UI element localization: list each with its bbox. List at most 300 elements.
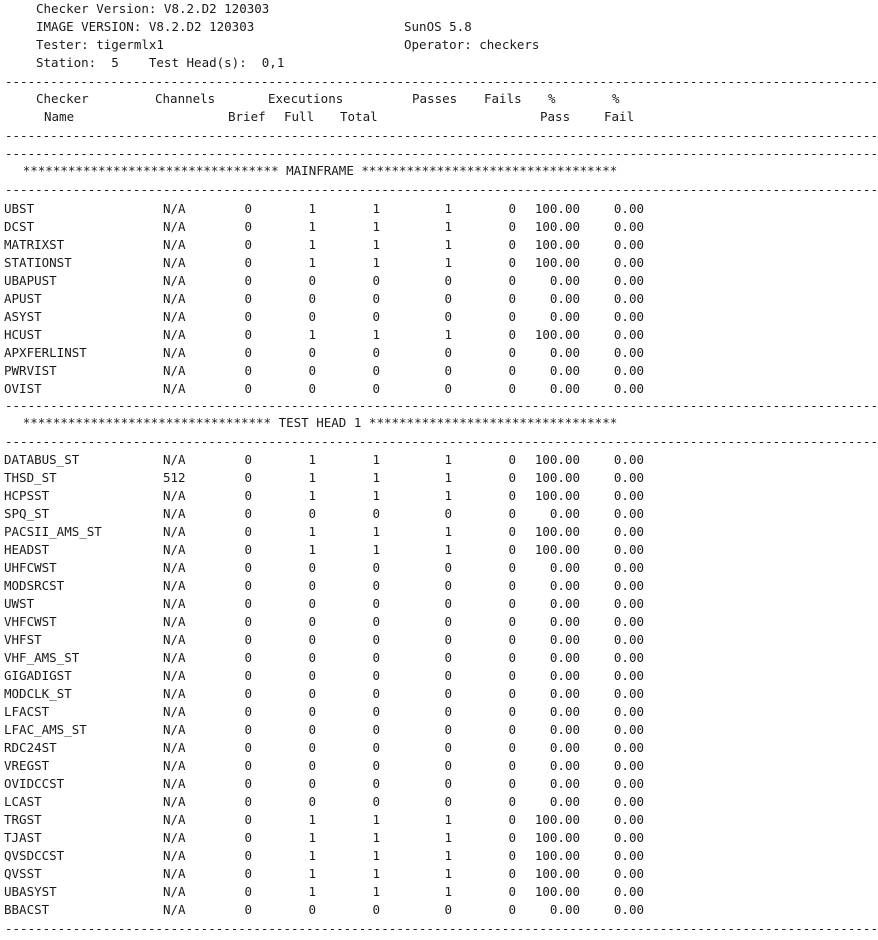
cell-fails: 0 — [508, 722, 516, 737]
table-row — [0, 559, 659, 577]
cell-channels: N/A — [163, 614, 186, 629]
cell-channels: N/A — [163, 866, 186, 881]
cell-channels: N/A — [163, 327, 186, 342]
cell-total: 1 — [372, 830, 380, 845]
cell-name: UHFCWST — [4, 560, 57, 575]
cell-total: 0 — [372, 632, 380, 647]
cell-fail-pct: 0.00 — [613, 578, 644, 593]
cell-fail-pct: 0.00 — [613, 524, 644, 539]
cell-name: VHF_AMS_ST — [4, 650, 80, 665]
cell-passes: 1 — [444, 488, 452, 503]
cell-fails: 0 — [508, 381, 516, 396]
table-row — [0, 505, 659, 523]
col-fails: Fails — [484, 91, 522, 106]
cell-full: 0 — [308, 668, 316, 683]
cell-name: PWRVIST — [4, 363, 57, 378]
cell-channels: N/A — [163, 506, 186, 521]
cell-full: 1 — [308, 255, 316, 270]
cell-passes: 0 — [444, 614, 452, 629]
col-passes: Passes — [412, 91, 458, 106]
cell-brief: 0 — [244, 560, 252, 575]
cell-fails: 0 — [508, 866, 516, 881]
cell-fails: 0 — [508, 758, 516, 773]
cell-full: 1 — [308, 884, 316, 899]
cell-brief: 0 — [244, 470, 252, 485]
cell-fail-pct: 0.00 — [613, 381, 644, 396]
cell-full: 0 — [308, 776, 316, 791]
image-version: IMAGE VERSION: V8.2.D2 120303 — [36, 19, 255, 34]
col-brief: Brief — [228, 109, 266, 124]
cell-name: STATIONST — [4, 255, 72, 270]
cell-channels: N/A — [163, 902, 186, 917]
cell-full: 1 — [308, 542, 316, 557]
cell-name: HCPSST — [4, 488, 50, 503]
cell-channels: N/A — [163, 345, 186, 360]
cell-pass-pct: 0.00 — [549, 686, 580, 701]
cell-fail-pct: 0.00 — [613, 866, 644, 881]
cell-brief: 0 — [244, 632, 252, 647]
cell-fail-pct: 0.00 — [613, 273, 644, 288]
table-row — [0, 811, 659, 829]
cell-pass-pct: 0.00 — [549, 309, 580, 324]
cell-total: 0 — [372, 740, 380, 755]
cell-pass-pct: 0.00 — [549, 506, 580, 521]
cell-passes: 0 — [444, 686, 452, 701]
cell-brief: 0 — [244, 327, 252, 342]
cell-passes: 0 — [444, 632, 452, 647]
header-line-2 — [0, 18, 659, 36]
cell-name: DCST — [4, 219, 35, 234]
cell-passes: 0 — [444, 650, 452, 665]
tester: Tester: tigermlx1 — [36, 37, 164, 52]
table-row — [0, 577, 659, 595]
cell-total: 1 — [372, 452, 380, 467]
cell-passes: 0 — [444, 273, 452, 288]
cell-fails: 0 — [508, 848, 516, 863]
cell-name: MATRIXST — [4, 237, 65, 252]
cell-fails: 0 — [508, 488, 516, 503]
cell-pass-pct: 100.00 — [534, 470, 580, 485]
cell-fail-pct: 0.00 — [613, 650, 644, 665]
col-pct-pass-symbol: % — [548, 91, 556, 106]
cell-name: QVSST — [4, 866, 42, 881]
cell-total: 0 — [372, 758, 380, 773]
cell-full: 0 — [308, 345, 316, 360]
cell-fail-pct: 0.00 — [613, 740, 644, 755]
cell-brief: 0 — [244, 686, 252, 701]
cell-passes: 1 — [444, 812, 452, 827]
cell-name: UBAPUST — [4, 273, 57, 288]
cell-pass-pct: 100.00 — [534, 524, 580, 539]
cell-channels: N/A — [163, 309, 186, 324]
cell-full: 1 — [308, 812, 316, 827]
table-row — [0, 883, 659, 901]
cell-full: 1 — [308, 452, 316, 467]
cell-channels: N/A — [163, 273, 186, 288]
header-line-1 — [0, 0, 659, 18]
cell-fail-pct: 0.00 — [613, 902, 644, 917]
cell-full: 0 — [308, 614, 316, 629]
cell-brief: 0 — [244, 506, 252, 521]
station-test-heads: Station: 5 Test Head(s): 0,1 — [36, 55, 285, 70]
cell-pass-pct: 0.00 — [549, 902, 580, 917]
cell-channels: N/A — [163, 722, 186, 737]
cell-channels: N/A — [163, 848, 186, 863]
cell-fails: 0 — [508, 291, 516, 306]
cell-full: 0 — [308, 506, 316, 521]
cell-brief: 0 — [244, 524, 252, 539]
cell-fails: 0 — [508, 309, 516, 324]
col-channels: Channels — [155, 91, 216, 106]
cell-fail-pct: 0.00 — [613, 542, 644, 557]
cell-full: 0 — [308, 363, 316, 378]
cell-fail-pct: 0.00 — [613, 632, 644, 647]
cell-total: 0 — [372, 686, 380, 701]
cell-channels: N/A — [163, 596, 186, 611]
cell-brief: 0 — [244, 740, 252, 755]
rule-divider: -------------------------------------------------------------------------------------------------------------------- — [5, 434, 878, 449]
cell-pass-pct: 0.00 — [549, 596, 580, 611]
cell-channels: N/A — [163, 201, 186, 216]
cell-brief: 0 — [244, 542, 252, 557]
cell-full: 0 — [308, 704, 316, 719]
cell-fail-pct: 0.00 — [613, 506, 644, 521]
table-row — [0, 829, 659, 847]
cell-brief: 0 — [244, 722, 252, 737]
cell-fails: 0 — [508, 776, 516, 791]
cell-passes: 0 — [444, 758, 452, 773]
table-row — [0, 865, 659, 883]
cell-pass-pct: 0.00 — [549, 614, 580, 629]
cell-fail-pct: 0.00 — [613, 309, 644, 324]
cell-passes: 0 — [444, 668, 452, 683]
cell-full: 1 — [308, 219, 316, 234]
cell-passes: 1 — [444, 866, 452, 881]
cell-passes: 0 — [444, 596, 452, 611]
cell-full: 1 — [308, 848, 316, 863]
cell-full: 0 — [308, 632, 316, 647]
cell-fails: 0 — [508, 560, 516, 575]
operator: Operator: checkers — [404, 37, 540, 52]
cell-channels: N/A — [163, 830, 186, 845]
cell-name: APUST — [4, 291, 42, 306]
table-row — [0, 236, 659, 254]
cell-passes: 0 — [444, 578, 452, 593]
section-title-test-head-1: ********************************* TEST HEAD 1 ********************************* — [22, 415, 618, 430]
cell-fail-pct: 0.00 — [613, 596, 644, 611]
table-row — [0, 649, 659, 667]
rule-divider: -------------------------------------------------------------------------------------------------------------------- — [5, 182, 878, 197]
cell-fail-pct: 0.00 — [613, 345, 644, 360]
cell-channels: N/A — [163, 237, 186, 252]
cell-passes: 0 — [444, 740, 452, 755]
cell-passes: 1 — [444, 524, 452, 539]
cell-pass-pct: 0.00 — [549, 704, 580, 719]
cell-full: 0 — [308, 560, 316, 575]
cell-total: 0 — [372, 596, 380, 611]
table-row — [0, 793, 659, 811]
cell-passes: 0 — [444, 309, 452, 324]
cell-name: SPQ_ST — [4, 506, 50, 521]
cell-fails: 0 — [508, 614, 516, 629]
cell-pass-pct: 100.00 — [534, 812, 580, 827]
cell-total: 1 — [372, 470, 380, 485]
table-row — [0, 901, 659, 919]
cell-passes: 0 — [444, 381, 452, 396]
table-row — [0, 721, 659, 739]
cell-channels: N/A — [163, 812, 186, 827]
cell-fail-pct: 0.00 — [613, 884, 644, 899]
table-row — [0, 541, 659, 559]
cell-fails: 0 — [508, 686, 516, 701]
cell-name: THSD_ST — [4, 470, 57, 485]
cell-fails: 0 — [508, 812, 516, 827]
cell-channels: N/A — [163, 758, 186, 773]
cell-fails: 0 — [508, 884, 516, 899]
cell-full: 0 — [308, 758, 316, 773]
cell-name: BBACST — [4, 902, 50, 917]
cell-pass-pct: 0.00 — [549, 273, 580, 288]
cell-pass-pct: 100.00 — [534, 542, 580, 557]
cell-passes: 0 — [444, 291, 452, 306]
table-row — [0, 775, 659, 793]
cell-passes: 1 — [444, 219, 452, 234]
cell-total: 0 — [372, 273, 380, 288]
cell-brief: 0 — [244, 668, 252, 683]
cell-fail-pct: 0.00 — [613, 291, 644, 306]
cell-fails: 0 — [508, 902, 516, 917]
cell-passes: 0 — [444, 363, 452, 378]
cell-full: 0 — [308, 381, 316, 396]
cell-fails: 0 — [508, 578, 516, 593]
cell-full: 1 — [308, 470, 316, 485]
cell-fails: 0 — [508, 632, 516, 647]
cell-full: 1 — [308, 830, 316, 845]
header-line-4 — [0, 54, 659, 72]
col-total: Total — [340, 109, 378, 124]
cell-full: 1 — [308, 327, 316, 342]
os-version: SunOS 5.8 — [404, 19, 472, 34]
cell-total: 1 — [372, 848, 380, 863]
cell-channels: N/A — [163, 686, 186, 701]
cell-passes: 1 — [444, 830, 452, 845]
cell-full: 0 — [308, 722, 316, 737]
cell-fails: 0 — [508, 650, 516, 665]
cell-pass-pct: 0.00 — [549, 291, 580, 306]
cell-total: 1 — [372, 812, 380, 827]
cell-pass-pct: 0.00 — [549, 794, 580, 809]
cell-name: RDC24ST — [4, 740, 57, 755]
cell-pass-pct: 100.00 — [534, 830, 580, 845]
cell-channels: N/A — [163, 542, 186, 557]
table-row — [0, 757, 659, 775]
cell-total: 1 — [372, 255, 380, 270]
cell-fail-pct: 0.00 — [613, 452, 644, 467]
cell-name: UWST — [4, 596, 35, 611]
cell-fail-pct: 0.00 — [613, 812, 644, 827]
rule-divider: -------------------------------------------------------------------------------------------------------------------- — [5, 398, 878, 413]
cell-brief: 0 — [244, 201, 252, 216]
cell-passes: 0 — [444, 345, 452, 360]
cell-fails: 0 — [508, 237, 516, 252]
cell-pass-pct: 100.00 — [534, 866, 580, 881]
cell-fails: 0 — [508, 363, 516, 378]
cell-channels: N/A — [163, 578, 186, 593]
cell-fail-pct: 0.00 — [613, 614, 644, 629]
cell-channels: N/A — [163, 632, 186, 647]
cell-total: 1 — [372, 201, 380, 216]
cell-name: DATABUS_ST — [4, 452, 80, 467]
section-title-mainframe: ********************************** MAINFRAME ********************************** — [22, 163, 618, 178]
cell-fail-pct: 0.00 — [613, 488, 644, 503]
table-row — [0, 344, 659, 362]
cell-name: OVIDCCST — [4, 776, 65, 791]
cell-channels: N/A — [163, 255, 186, 270]
cell-total: 0 — [372, 668, 380, 683]
table-row — [0, 451, 659, 469]
cell-name: MODCLK_ST — [4, 686, 72, 701]
cell-fail-pct: 0.00 — [613, 830, 644, 845]
rule-divider: -------------------------------------------------------------------------------------------------------------------- — [5, 146, 878, 161]
cell-brief: 0 — [244, 794, 252, 809]
cell-brief: 0 — [244, 255, 252, 270]
cell-fail-pct: 0.00 — [613, 722, 644, 737]
cell-brief: 0 — [244, 452, 252, 467]
col-name: Name — [44, 109, 75, 124]
cell-brief: 0 — [244, 866, 252, 881]
cell-full: 0 — [308, 596, 316, 611]
table-row — [0, 613, 659, 631]
cell-fail-pct: 0.00 — [613, 255, 644, 270]
cell-name: HCUST — [4, 327, 42, 342]
cell-brief: 0 — [244, 219, 252, 234]
cell-channels: 512 — [163, 470, 186, 485]
cell-fails: 0 — [508, 524, 516, 539]
cell-total: 1 — [372, 866, 380, 881]
cell-passes: 1 — [444, 542, 452, 557]
cell-fails: 0 — [508, 596, 516, 611]
cell-name: APXFERLINST — [4, 345, 87, 360]
table-row — [0, 703, 659, 721]
cell-fail-pct: 0.00 — [613, 470, 644, 485]
cell-pass-pct: 100.00 — [534, 327, 580, 342]
table-row — [0, 308, 659, 326]
checker-version: Checker Version: V8.2.D2 120303 — [36, 1, 270, 16]
cell-brief: 0 — [244, 848, 252, 863]
cell-name: UBASYST — [4, 884, 57, 899]
cell-fail-pct: 0.00 — [613, 560, 644, 575]
cell-name: QVSDCCST — [4, 848, 65, 863]
cell-fail-pct: 0.00 — [613, 848, 644, 863]
cell-pass-pct: 0.00 — [549, 363, 580, 378]
cell-fail-pct: 0.00 — [613, 363, 644, 378]
cell-channels: N/A — [163, 524, 186, 539]
cell-full: 1 — [308, 524, 316, 539]
col-executions: Executions — [268, 91, 344, 106]
cell-fail-pct: 0.00 — [613, 794, 644, 809]
cell-pass-pct: 100.00 — [534, 848, 580, 863]
cell-name: TJAST — [4, 830, 42, 845]
cell-brief: 0 — [244, 273, 252, 288]
cell-brief: 0 — [244, 363, 252, 378]
cell-pass-pct: 0.00 — [549, 650, 580, 665]
cell-brief: 0 — [244, 237, 252, 252]
cell-pass-pct: 0.00 — [549, 560, 580, 575]
cell-pass-pct: 100.00 — [534, 237, 580, 252]
cell-passes: 0 — [444, 560, 452, 575]
cell-total: 0 — [372, 560, 380, 575]
cell-name: PACSII_AMS_ST — [4, 524, 102, 539]
cell-total: 0 — [372, 776, 380, 791]
cell-total: 1 — [372, 327, 380, 342]
cell-brief: 0 — [244, 596, 252, 611]
cell-pass-pct: 0.00 — [549, 668, 580, 683]
cell-pass-pct: 100.00 — [534, 488, 580, 503]
table-row — [0, 254, 659, 272]
cell-full: 0 — [308, 740, 316, 755]
table-row — [0, 487, 659, 505]
cell-brief: 0 — [244, 381, 252, 396]
cell-passes: 1 — [444, 327, 452, 342]
cell-brief: 0 — [244, 345, 252, 360]
cell-total: 0 — [372, 902, 380, 917]
cell-name: VHFST — [4, 632, 42, 647]
cell-passes: 1 — [444, 201, 452, 216]
cell-total: 1 — [372, 219, 380, 234]
cell-name: ASYST — [4, 309, 42, 324]
cell-fails: 0 — [508, 668, 516, 683]
cell-brief: 0 — [244, 758, 252, 773]
cell-brief: 0 — [244, 488, 252, 503]
cell-total: 1 — [372, 884, 380, 899]
cell-name: MODSRCST — [4, 578, 65, 593]
cell-total: 0 — [372, 722, 380, 737]
cell-fails: 0 — [508, 506, 516, 521]
cell-channels: N/A — [163, 794, 186, 809]
cell-fails: 0 — [508, 470, 516, 485]
cell-channels: N/A — [163, 363, 186, 378]
cell-total: 0 — [372, 506, 380, 521]
cell-passes: 0 — [444, 506, 452, 521]
cell-full: 1 — [308, 488, 316, 503]
table-row — [0, 380, 659, 398]
cell-fail-pct: 0.00 — [613, 237, 644, 252]
cell-full: 0 — [308, 794, 316, 809]
cell-fail-pct: 0.00 — [613, 219, 644, 234]
table-row — [0, 326, 659, 344]
table-row — [0, 469, 659, 487]
col-pct-fail-symbol: % — [612, 91, 620, 106]
cell-full: 0 — [308, 650, 316, 665]
cell-fail-pct: 0.00 — [613, 758, 644, 773]
table-row — [0, 631, 659, 649]
cell-fail-pct: 0.00 — [613, 704, 644, 719]
cell-brief: 0 — [244, 309, 252, 324]
cell-brief: 0 — [244, 704, 252, 719]
table-row — [0, 595, 659, 613]
cell-passes: 0 — [444, 794, 452, 809]
cell-channels: N/A — [163, 650, 186, 665]
cell-passes: 1 — [444, 470, 452, 485]
table-row — [0, 847, 659, 865]
cell-pass-pct: 100.00 — [534, 201, 580, 216]
col-pct-pass: Pass — [540, 109, 571, 124]
cell-pass-pct: 100.00 — [534, 884, 580, 899]
cell-total: 0 — [372, 381, 380, 396]
cell-fails: 0 — [508, 273, 516, 288]
cell-pass-pct: 0.00 — [549, 345, 580, 360]
cell-full: 0 — [308, 273, 316, 288]
